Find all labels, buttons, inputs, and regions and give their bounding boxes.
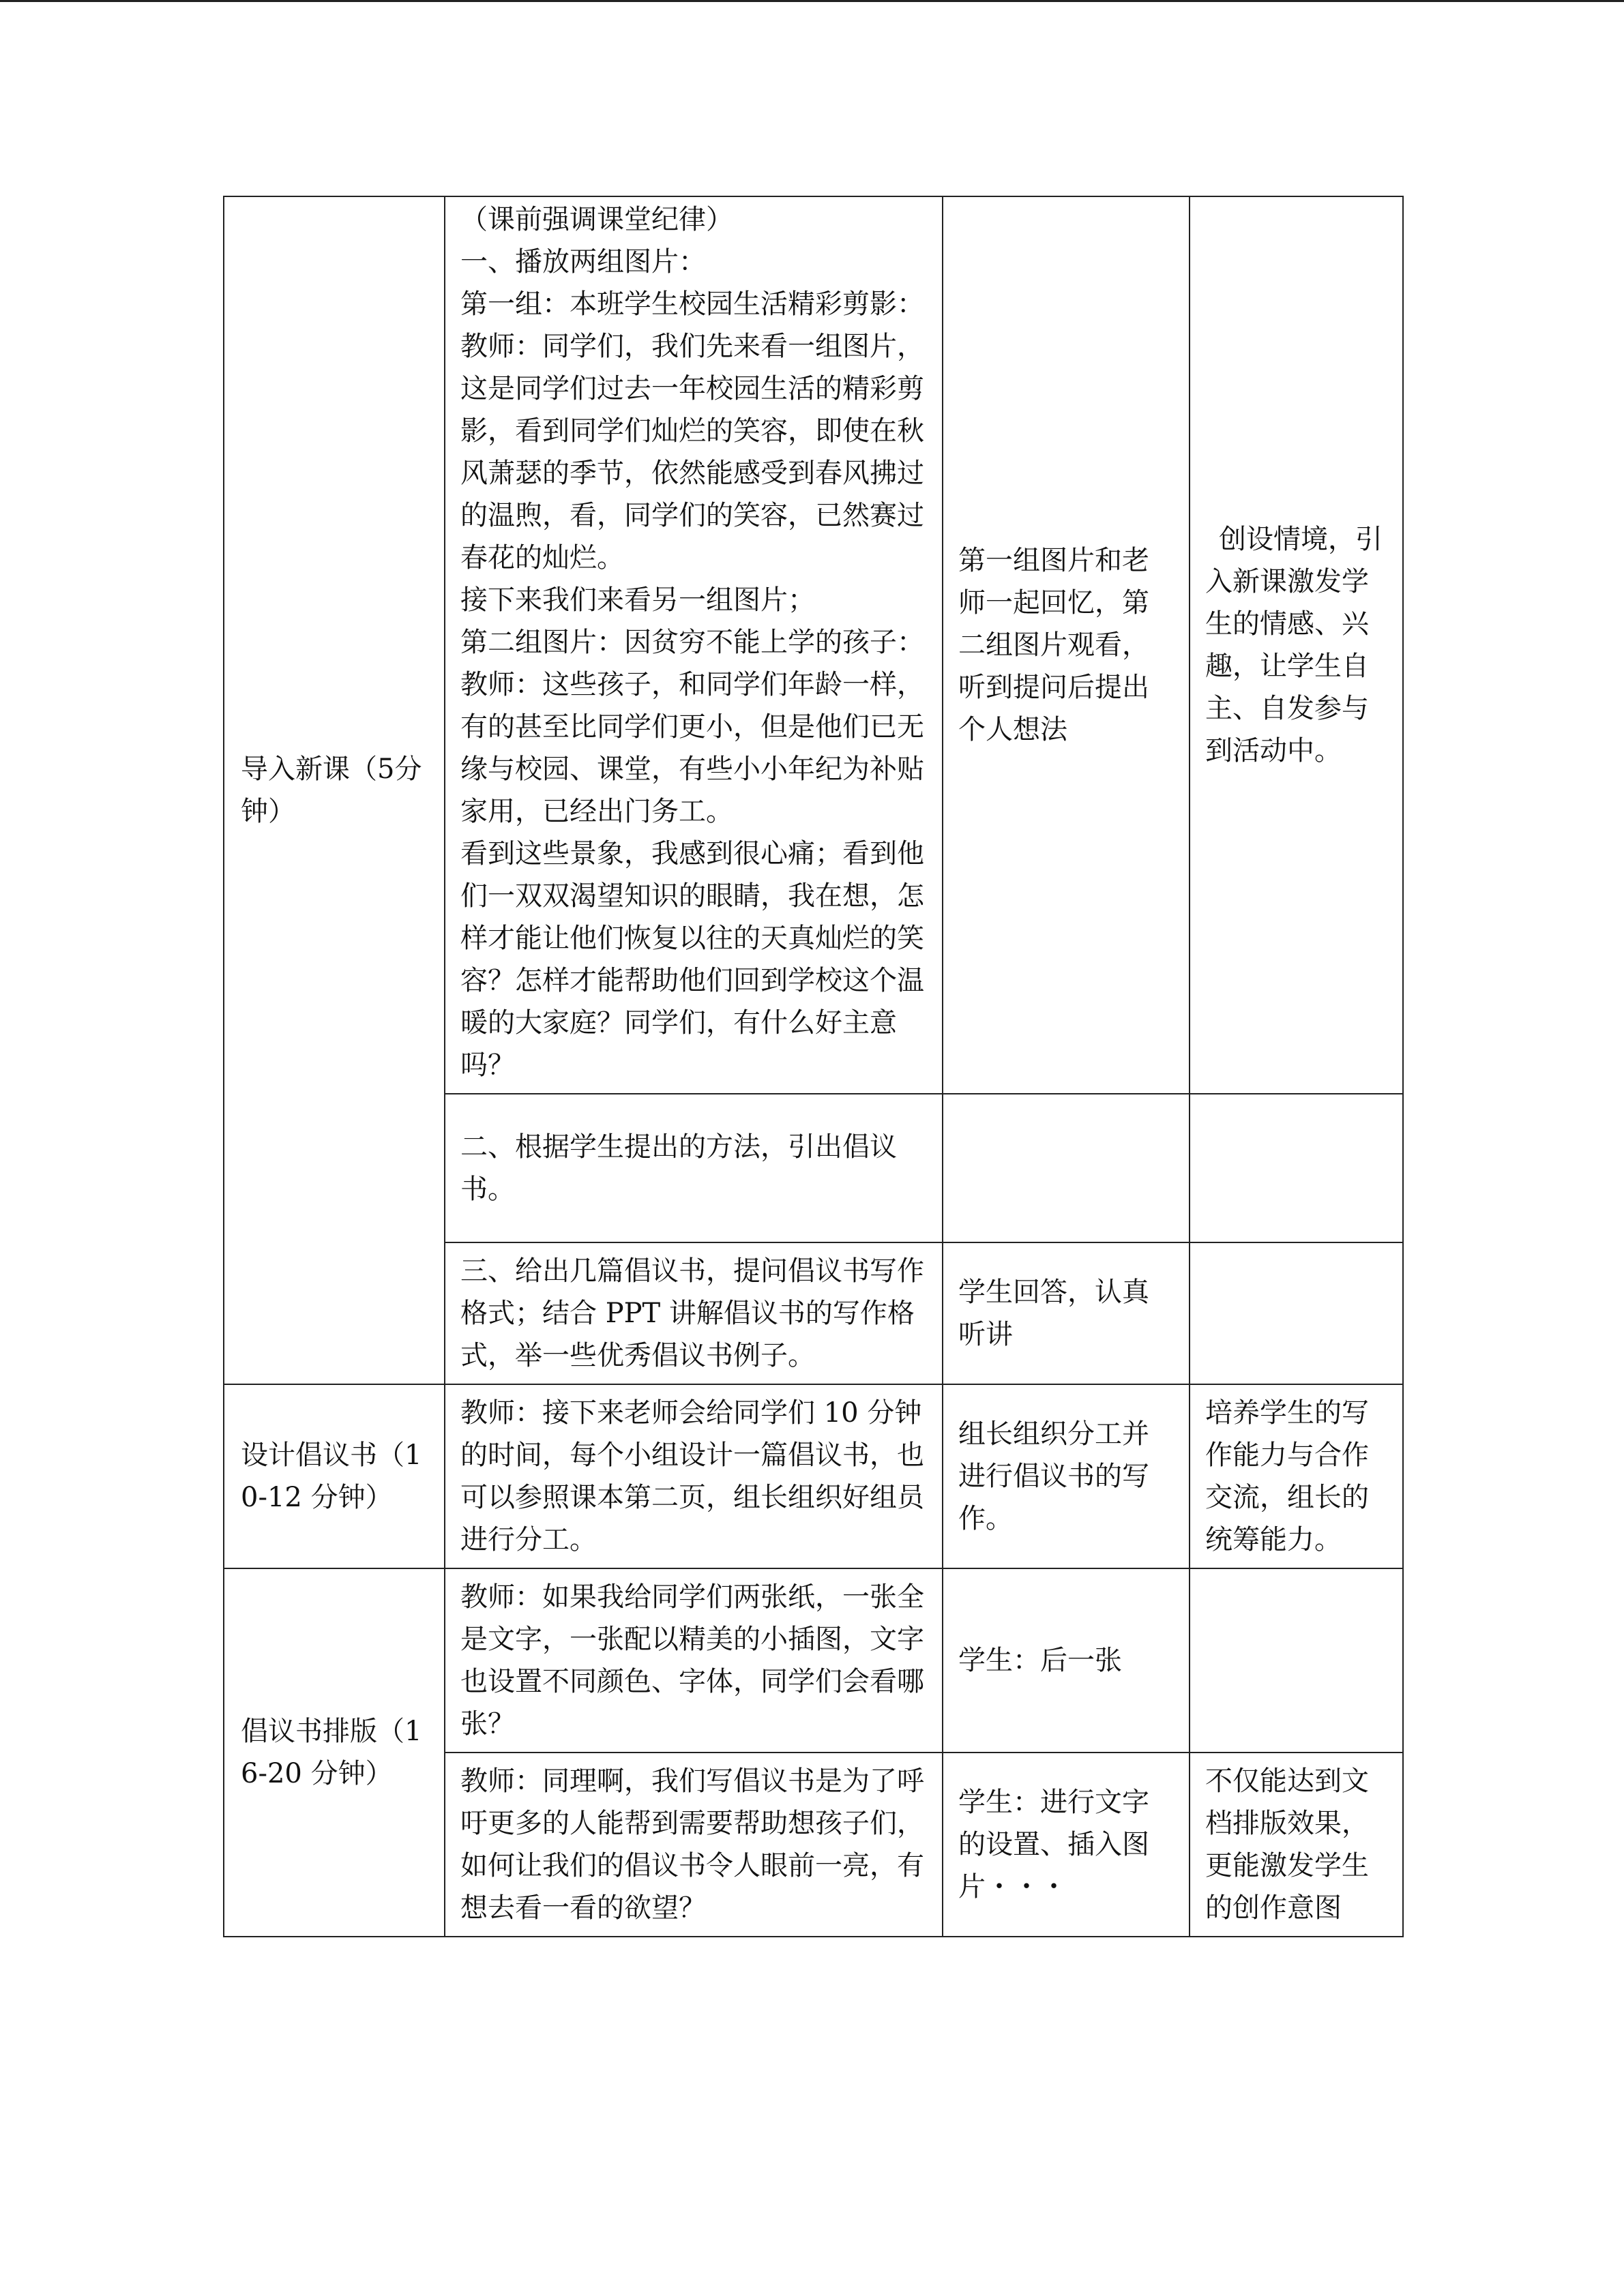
purpose-cell-intro-step3: [1190, 1242, 1403, 1384]
content-line: 看到这些景象，我感到很心痛；看到他们一双双渴望知识的眼睛，我在想，怎样才能让他们恢复以往的天真灿烂的笑容？怎样才能帮助他们回到学校这个温暖的大家庭？同学们，有什么好主意吗？: [460, 838, 924, 1081]
content-cell-intro-step2: [445, 1094, 943, 1242]
stage-label-layout: 倡议书排版（16-20 分钟）: [241, 1716, 422, 1789]
content-text: 三、给出几篇倡议书，提问倡议书写作格式；结合 PPT 讲解倡议书的写作格式，举一些优秀倡议书例子。: [460, 1255, 924, 1371]
content-text: 教师：同理啊，我们写倡议书是为了呼吁更多的人能帮到需要帮助想孩子们，如何让我们的倡议书令人眼前一亮，有想去看一看的欲望？: [460, 1765, 924, 1924]
student-activity-text: 学生：后一张: [958, 1645, 1122, 1676]
content-cell-design: [445, 1384, 943, 1568]
stage-label-design: 设计倡议书（10-12 分钟）: [241, 1440, 422, 1513]
student-cell-design: [943, 1384, 1190, 1568]
content-line: 第二组图片：因贫穷不能上学的孩子：: [460, 627, 924, 658]
content-cell-layout-a: [445, 1568, 943, 1753]
purpose-text: 不仅能达到文档排版效果，更能激发学生的创作意图: [1205, 1765, 1369, 1924]
stage-cell-intro: [224, 196, 445, 1384]
table-row-layout-a: [224, 1568, 1403, 1753]
content-cell-layout-b: [445, 1753, 943, 1937]
student-cell-layout-a: [943, 1568, 1190, 1753]
stage-cell-design: [224, 1384, 445, 1568]
content-cell-intro-step3: [445, 1242, 943, 1384]
student-cell-intro-step3: [943, 1242, 1190, 1384]
student-activity-text: 组长组织分工并进行倡议书的写作。: [958, 1418, 1149, 1534]
purpose-cell-intro-step1: [1190, 196, 1403, 1094]
content-line: 第一组：本班学生校园生活精彩剪影：: [460, 288, 924, 320]
content-line: 教师：同学们，我们先来看一组图片，这是同学们过去一年校园生活的精彩剪影，看到同学们灿烂的笑容，即使在秋风萧瑟的季节，依然能感受到春风拂过的温煦，看，同学们的笑容，已然赛过春花的灿烂。: [460, 331, 924, 573]
student-cell-intro-step2: [943, 1094, 1190, 1242]
purpose-text: 培养学生的写作能力与合作交流，组长的统筹能力。: [1205, 1397, 1369, 1555]
content-line: 教师：这些孩子，和同学们年龄一样，有的甚至比同学们更小，但是他们已无缘与校园、课堂，有些小小年纪为补贴家用，已经出门务工。: [460, 669, 924, 827]
purpose-cell-intro-step2: [1190, 1094, 1403, 1242]
table-row-design: [224, 1384, 1403, 1568]
student-activity-text: 第一组图片和老师一起回忆，第二组图片观看，听到提问后提出个人想法: [958, 545, 1149, 745]
content-line: 接下来我们来看另一组图片；: [460, 584, 815, 616]
stage-label-intro: 导入新课（5分钟）: [241, 754, 422, 827]
stage-cell-layout: [224, 1568, 445, 1937]
content-line: （课前强调课堂纪律）: [460, 204, 733, 235]
purpose-cell-design: [1190, 1384, 1403, 1568]
student-cell-layout-b: [943, 1753, 1190, 1937]
student-activity-text: 学生：进行文字的设置、插入图片・・・: [958, 1787, 1149, 1903]
content-line: 一、播放两组图片：: [460, 246, 706, 278]
content-text: 教师：如果我给同学们两张纸，一张全是文字，一张配以精美的小插图，文字也设置不同颜色、字体，同学们会看哪张？: [460, 1581, 924, 1740]
lesson-plan-table: [223, 196, 1404, 1937]
student-cell-intro-step1: [943, 196, 1190, 1094]
student-activity-text: 学生回答，认真听讲: [958, 1277, 1149, 1350]
content-text: 二、根据学生提出的方法，引出倡议书。: [460, 1131, 897, 1205]
purpose-cell-layout-a: [1190, 1568, 1403, 1753]
content-text: 教师：接下来老师会给同学们 10 分钟的时间，每个小组设计一篇倡议书，也可以参照课本第二页，组长组织好组员进行分工。: [460, 1397, 924, 1555]
content-cell-intro-step1: [445, 196, 943, 1094]
purpose-cell-layout-b: [1190, 1753, 1403, 1937]
page-top-rule: [0, 0, 1624, 2]
table-row-intro-step1: [224, 196, 1403, 1094]
purpose-text: 创设情境，引入新课激发学生的情感、兴趣，让学生自主、自发参与到活动中。: [1205, 524, 1383, 766]
